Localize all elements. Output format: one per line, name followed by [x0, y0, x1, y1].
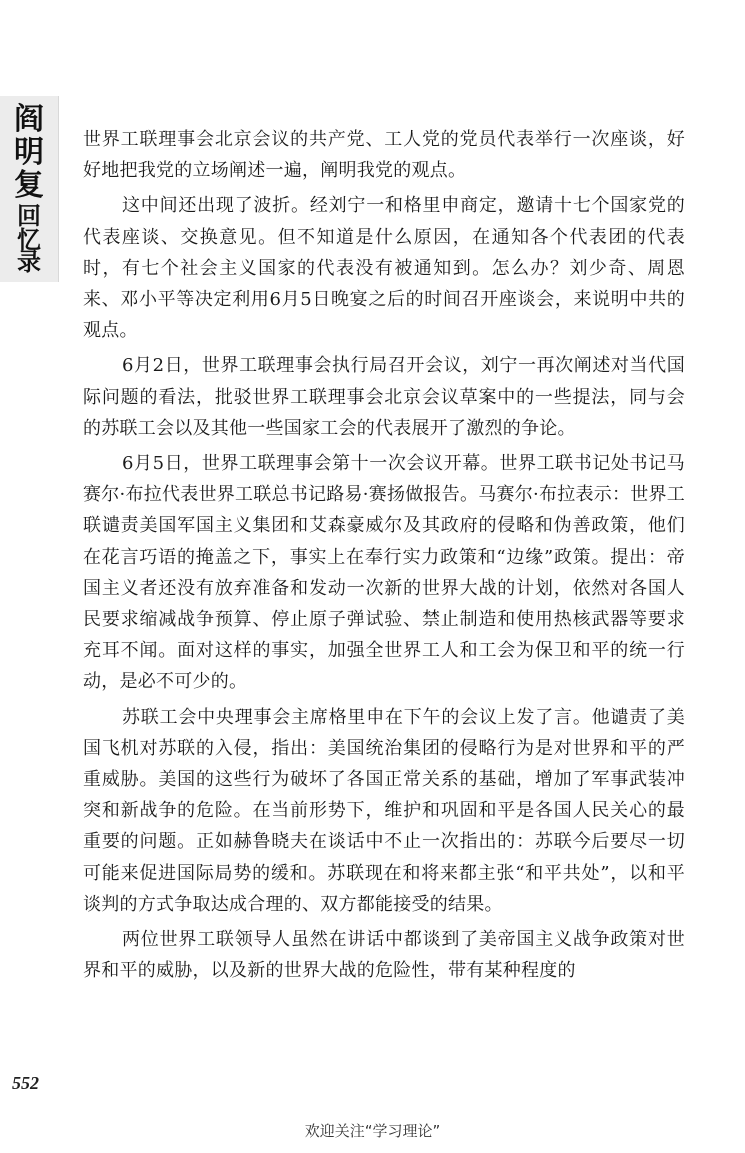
book-title-char: 明: [14, 135, 44, 170]
book-title-char: 复: [14, 168, 44, 203]
footer-note: 欢迎关注“学习理论”: [304, 1122, 441, 1140]
paragraph: 世界工联理事会北京会议的共产党、工人党的党员代表举行一次座谈，好好地把我党的立场阐述一遍，阐明我党的观点。: [83, 129, 685, 182]
paragraph: 这中间还出现了波折。经刘宁一和格里申商定，邀请十七个国家党的代表座谈、交换意见。但不知道是什么原因，在通知各个代表团的代表时，有七个社会主义国家的代表没有被通知到。怎么办？刘少奇、周恩来、邓小平等决定利用6月5日晚宴之后的时间召开座谈会，来说明中共的观点。: [83, 195, 685, 342]
page-body: [83, 124, 685, 990]
book-title-char: 阎: [14, 102, 44, 137]
book-title-char: 回: [17, 201, 41, 230]
book-title-char: 录: [17, 247, 41, 276]
paragraph: 两位世界工联领导人虽然在讲话中都谈到了美帝国主义战争政策对世界和平的威胁，以及新的世界大战的危险性，带有某种程度的: [83, 929, 685, 982]
book-title-char: 忆: [17, 225, 41, 254]
paragraph: 苏联工会中央理事会主席格里申在下午的会议上发了言。他谴责了美国飞机对苏联的入侵，指出：美国统治集团的侵略行为是对世界和平的严重威胁。美国的这些行为破坏了各国正常关系的基础，增加了军事武装冲突和新战争的危险。在当前形势下，维护和巩固和平是各国人民关心的最重要的问题。正如赫鲁晓夫在谈话中不止一次指出的：苏联今后要尽一切可能来促进国际局势的缓和。苏联现在和将来都主张“和平共处”，以和平谈判的方式争取达成合理的、双方都能接受的结果。: [83, 706, 685, 915]
paragraph: 6月5日，世界工联理事会第十一次会议开幕。世界工联书记处书记马赛尔·布拉代表世界工联总书记路易·赛扬做报告。马赛尔·布拉表示：世界工联谴责美国军国主义集团和艾森豪威尔及其政府的侵略和伪善政策，他们在花言巧语的掩盖之下，事实上在奉行实力政策和“边缘”政策。提出：帝国主义者还没有放弃准备和发动一次新的世界大战的计划，依然对各国人民要求缩减战争预算、停止原子弹试验、禁止制造和使用热核武器等要求充耳不闻。面对这样的事实，加强全世界工人和工会为保卫和平的统一行动，是必不可少的。: [83, 453, 685, 693]
page-number: 552: [12, 1073, 39, 1093]
book-title-tab: [0, 96, 59, 282]
paragraph: 6月2日，世界工联理事会执行局召开会议，刘宁一再次阐述对当代国际问题的看法，批驳世界工联理事会北京会议草案中的一些提法，同与会的苏联工会以及其他一些国家工会的代表展开了激烈的争论。: [83, 355, 685, 439]
